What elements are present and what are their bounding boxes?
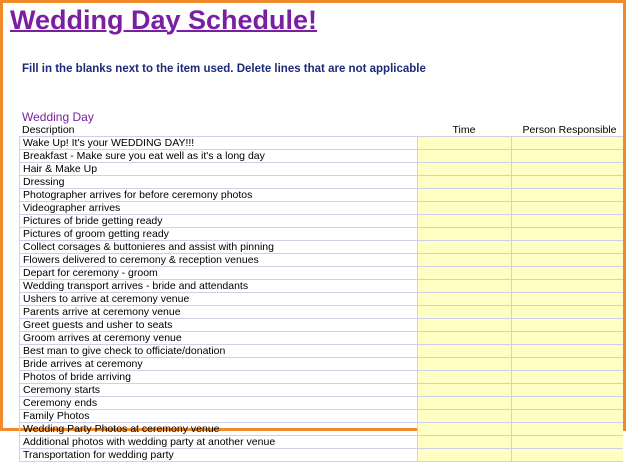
person-responsible-input-cell[interactable] [511, 150, 623, 163]
person-responsible-input-cell[interactable] [511, 163, 623, 176]
time-input-cell[interactable] [417, 384, 511, 397]
person-responsible-input-cell[interactable] [511, 436, 623, 449]
time-input-cell[interactable] [417, 358, 511, 371]
person-responsible-input-cell[interactable] [511, 215, 623, 228]
table-row [20, 163, 624, 176]
section-title: Wedding Day [22, 110, 94, 124]
time-input-cell[interactable] [417, 319, 511, 332]
column-header-time: Time [452, 124, 476, 136]
page-title: Wedding Day Schedule! [10, 5, 318, 35]
time-input-cell[interactable] [417, 293, 511, 306]
time-input-cell[interactable] [417, 150, 511, 163]
time-input-cell[interactable] [417, 189, 511, 202]
table-row [20, 423, 624, 436]
schedule-item-description: Transportation for wedding party [20, 449, 418, 462]
person-responsible-input-cell[interactable] [511, 397, 623, 410]
person-responsible-input-cell[interactable] [511, 241, 623, 254]
time-input-cell[interactable] [417, 280, 511, 293]
table-row [20, 371, 624, 384]
person-responsible-input-cell[interactable] [511, 176, 623, 189]
time-input-cell[interactable] [417, 202, 511, 215]
person-responsible-input-cell[interactable] [511, 280, 623, 293]
table-row [20, 384, 624, 397]
table-row [20, 319, 624, 332]
table-row [20, 410, 624, 423]
person-responsible-input-cell[interactable] [511, 319, 623, 332]
time-input-cell[interactable] [417, 371, 511, 384]
time-input-cell[interactable] [417, 332, 511, 345]
table-row [20, 228, 624, 241]
person-responsible-input-cell[interactable] [511, 345, 623, 358]
time-input-cell[interactable] [417, 306, 511, 319]
schedule-item-description: Collect corsages & buttonieres and assist with pinning [20, 241, 418, 254]
time-input-cell[interactable] [417, 254, 511, 267]
schedule-item-description: Best man to give check to officiate/donation [20, 345, 418, 358]
time-input-cell[interactable] [417, 449, 511, 462]
schedule-item-description: Hair & Make Up [20, 163, 418, 176]
schedule-rows [20, 137, 624, 462]
person-responsible-input-cell[interactable] [511, 228, 623, 241]
schedule-item-description: Wedding Party Photos at ceremony venue [20, 423, 418, 436]
person-responsible-input-cell[interactable] [511, 254, 623, 267]
table-row [20, 267, 624, 280]
table-row [20, 189, 624, 202]
table-row [20, 436, 624, 449]
schedule-item-description: Parents arrive at ceremony venue [20, 306, 418, 319]
table-row [20, 280, 624, 293]
schedule-item-description: Depart for ceremony - groom [20, 267, 418, 280]
column-headers [19, 124, 626, 136]
time-input-cell[interactable] [417, 345, 511, 358]
time-input-cell[interactable] [417, 163, 511, 176]
table-row [20, 215, 624, 228]
table-row [20, 254, 624, 267]
time-input-cell[interactable] [417, 423, 511, 436]
instruction-text: Fill in the blanks next to the item used. Delete lines that are not applicable [22, 63, 426, 75]
schedule-item-description: Additional photos with wedding party at another venue [20, 436, 418, 449]
schedule-item-description: Dressing [20, 176, 418, 189]
time-input-cell[interactable] [417, 410, 511, 423]
table-row [20, 449, 624, 462]
schedule-item-description: Wake Up! It's your WEDDING DAY!!! [20, 137, 418, 150]
person-responsible-input-cell[interactable] [511, 371, 623, 384]
person-responsible-input-cell[interactable] [511, 449, 623, 462]
person-responsible-input-cell[interactable] [511, 202, 623, 215]
person-responsible-input-cell[interactable] [511, 410, 623, 423]
schedule-item-description: Groom arrives at ceremony venue [20, 332, 418, 345]
schedule-item-description: Bride arrives at ceremony [20, 358, 418, 371]
schedule-item-description: Ceremony ends [20, 397, 418, 410]
time-input-cell[interactable] [417, 397, 511, 410]
person-responsible-input-cell[interactable] [511, 189, 623, 202]
person-responsible-input-cell[interactable] [511, 423, 623, 436]
table-row [20, 306, 624, 319]
schedule-item-description: Flowers delivered to ceremony & reception venues [20, 254, 418, 267]
time-input-cell[interactable] [417, 241, 511, 254]
schedule-item-description: Wedding transport arrives - bride and attendants [20, 280, 418, 293]
schedule-item-description: Pictures of bride getting ready [20, 215, 418, 228]
column-header-person: Person Responsible [522, 124, 617, 136]
schedule-item-description: Greet guests and usher to seats [20, 319, 418, 332]
schedule-item-description: Family Photos [20, 410, 418, 423]
time-input-cell[interactable] [417, 137, 511, 150]
person-responsible-input-cell[interactable] [511, 267, 623, 280]
schedule-item-description: Pictures of groom getting ready [20, 228, 418, 241]
person-responsible-input-cell[interactable] [511, 137, 623, 150]
schedule-item-description: Breakfast - Make sure you eat well as it's a long day [20, 150, 418, 163]
schedule-item-description: Videographer arrives [20, 202, 418, 215]
table-row [20, 397, 624, 410]
table-row [20, 176, 624, 189]
table-row [20, 332, 624, 345]
schedule-item-description: Ceremony starts [20, 384, 418, 397]
person-responsible-input-cell[interactable] [511, 306, 623, 319]
time-input-cell[interactable] [417, 215, 511, 228]
column-header-description: Description [22, 124, 75, 136]
time-input-cell[interactable] [417, 267, 511, 280]
schedule-item-description: Photographer arrives for before ceremony photos [20, 189, 418, 202]
person-responsible-input-cell[interactable] [511, 384, 623, 397]
person-responsible-input-cell[interactable] [511, 358, 623, 371]
time-input-cell[interactable] [417, 228, 511, 241]
table-row [20, 293, 624, 306]
time-input-cell[interactable] [417, 176, 511, 189]
time-input-cell[interactable] [417, 436, 511, 449]
table-row [20, 150, 624, 163]
schedule-item-description: Photos of bride arriving [20, 371, 418, 384]
table-row [20, 137, 624, 150]
person-responsible-input-cell[interactable] [511, 332, 623, 345]
table-row [20, 202, 624, 215]
schedule-item-description: Ushers to arrive at ceremony venue [20, 293, 418, 306]
table-row [20, 345, 624, 358]
person-responsible-input-cell[interactable] [511, 293, 623, 306]
table-row [20, 241, 624, 254]
schedule-table [19, 136, 623, 462]
table-row [20, 358, 624, 371]
